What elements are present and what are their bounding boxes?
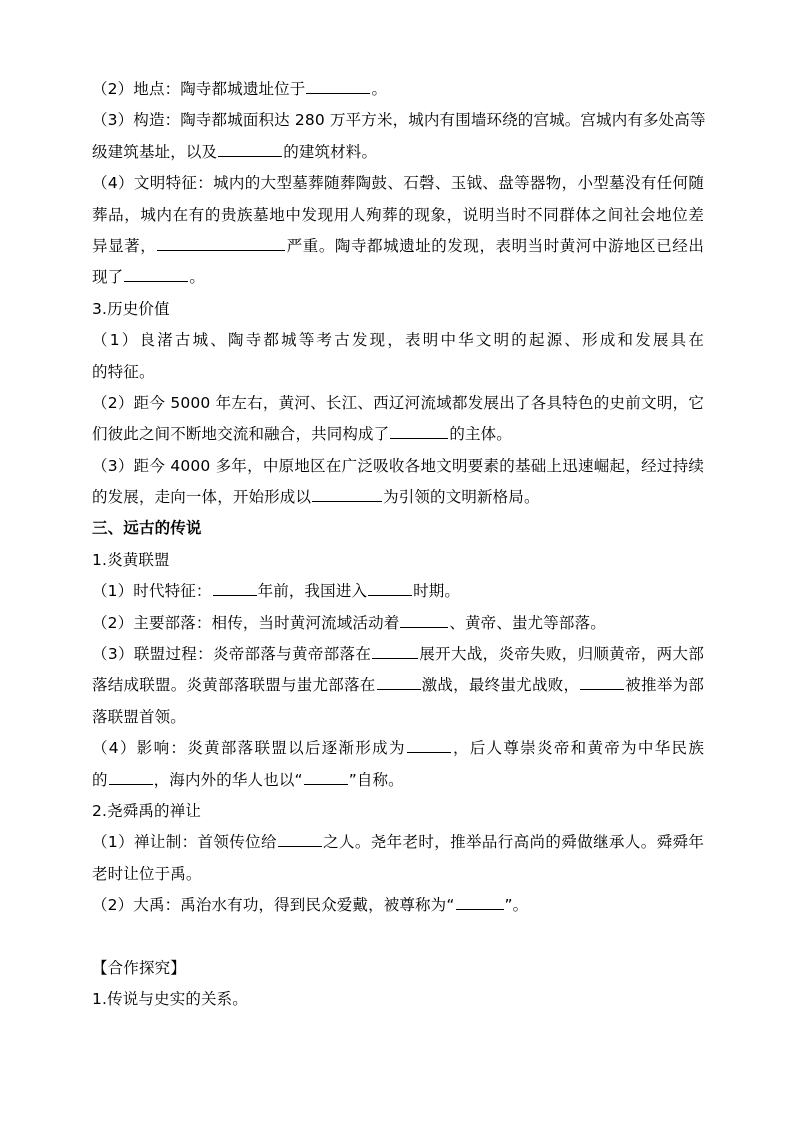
subheading-historical-value: 3.历史价值 <box>92 299 170 318</box>
section-heading-cooperative-inquiry: 【合作探究】 <box>92 958 186 977</box>
answer-blank[interactable] <box>278 830 322 847</box>
text-line-value-3: （3）距今 4000 多年，中原地区在广泛吸收各地文明要素的基础上迅速崛起，经过持续 <box>92 456 704 475</box>
answer-blank[interactable] <box>400 610 448 627</box>
spacer <box>92 922 704 953</box>
subheading-yanhuang-alliance: 1.炎黄联盟 <box>92 550 170 569</box>
text-line-alliance-process: （3）联盟过程：炎帝部落与黄帝部落在 展开大战，炎帝失败，归顺黄帝，两大部 <box>92 639 704 670</box>
text-line-influence-cont: 的 ，海内外的华人也以“ ”自称。 <box>92 765 704 796</box>
text-line-influence: （4）影响：炎黄部落联盟以后逐渐形成为 ，后人尊崇炎帝和黄帝为中华民族 <box>92 733 704 764</box>
text-line-value-2-cont: 们彼此之间不断地交流和融合，共同构成了 的主体。 <box>92 419 704 450</box>
answer-blank[interactable] <box>456 893 504 910</box>
text-line-value-1: （1）良渚古城、陶寺都城等考古发现，表明中华文明的起源、形成和发展具在 <box>92 331 704 350</box>
text-line-value-1-cont: 的特征。 <box>92 362 155 381</box>
subheading-abdication: 2.尧舜禹的禅让 <box>92 801 201 820</box>
text-line-civilization: （4）文明特征：城内的大型墓葬随葬陶鼓、石磬、玉钺、盘等器物，小型墓没有任何随 <box>92 174 704 193</box>
text-line-alliance-process-end: 落联盟首领。 <box>92 707 186 726</box>
answer-blank[interactable] <box>312 485 382 502</box>
text-line-dayu: （2）大禹：禹治水有功，得到民众爱戴，被尊称为“ ”。 <box>92 890 704 921</box>
text-line-tribes: （2）主要部落：相传，当时黄河流域活动着 、黄帝、蚩尤等部落。 <box>92 608 704 639</box>
answer-blank[interactable] <box>306 77 370 94</box>
answer-blank[interactable] <box>304 767 348 784</box>
text-line-inquiry-1: 1.传说与史实的关系。 <box>92 990 248 1009</box>
text-line-civilization-end: 现了 。 <box>92 262 704 293</box>
answer-blank[interactable] <box>407 736 451 753</box>
text-line-civilization-cont: 葬品，城内在有的贵族墓地中发现用人殉葬的现象，说明当时不同群体之间社会地位差 <box>92 205 704 224</box>
text-line-abdication-system: （1）禅让制：首领传位给 之人。尧年老时，推举品行高尚的舜做继承人。舜舜年 <box>92 827 704 858</box>
answer-blank[interactable] <box>372 642 418 659</box>
document-page <box>92 74 704 1016</box>
text-line-era: （1）时代特征： 年前，我国进入 时期。 <box>92 576 704 607</box>
answer-blank[interactable] <box>124 265 188 282</box>
text-line-abdication-system-cont: 老时让位于禹。 <box>92 864 202 883</box>
answer-blank[interactable] <box>390 422 448 439</box>
text-line-value-3-cont: 的发展，走向一体，开始形成以 为引领的文明新格局。 <box>92 482 704 513</box>
answer-blank[interactable] <box>213 579 257 596</box>
text-line-location: （2）地点：陶寺都城遗址位于 。 <box>92 74 704 105</box>
text-line-civilization-cont: 异显著， 严重。陶寺都城遗址的发现，表明当时黄河中游地区已经出 <box>92 231 704 262</box>
text-line-value-2: （2）距今 5000 年左右，黄河、长江、西辽河流域都发展出了各具特色的史前文明，它 <box>92 393 704 412</box>
answer-blank[interactable] <box>109 767 153 784</box>
text-line-alliance-process-cont: 落结成联盟。炎黄部落联盟与蚩尤部落在 激战，最终蚩尤战败， 被推举为部 <box>92 670 704 701</box>
answer-blank[interactable] <box>368 579 412 596</box>
answer-blank[interactable] <box>157 234 285 251</box>
answer-blank[interactable] <box>218 140 282 157</box>
answer-blank[interactable] <box>377 673 421 690</box>
section-heading-legends: 三、远古的传说 <box>92 519 202 538</box>
text-line-structure-cont: 级建筑基址，以及 的建筑材料。 <box>92 137 704 168</box>
text-line-structure: （3）构造：陶寺都城面积达 280 万平方米，城内有围墙环绕的宫城。宫城内有多处高等 <box>92 111 706 130</box>
answer-blank[interactable] <box>580 673 624 690</box>
